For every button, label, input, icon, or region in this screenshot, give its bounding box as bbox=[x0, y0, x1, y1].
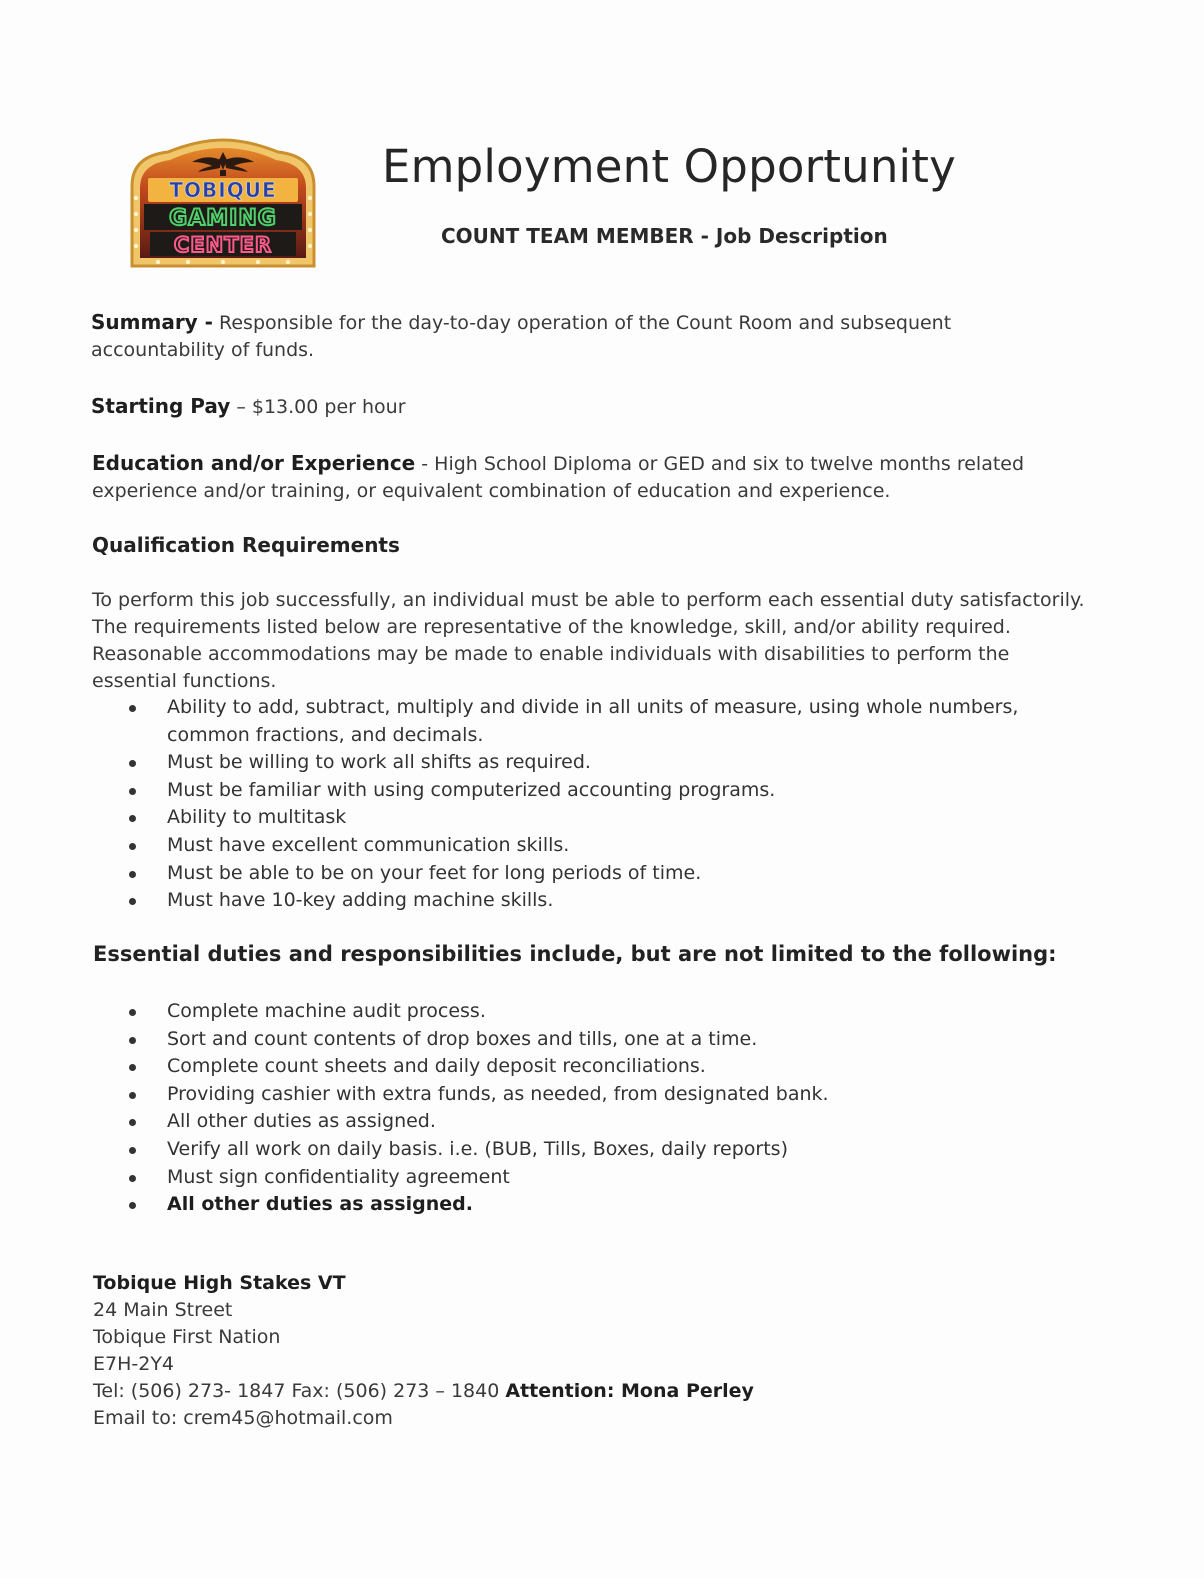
summary-text: Responsible for the day-to-day operation of the Count Room and subsequent accountability of funds. bbox=[91, 312, 952, 361]
bullet-icon bbox=[129, 1147, 136, 1154]
list-item: Complete count sheets and daily deposit reconciliations. bbox=[92, 1053, 1082, 1081]
bullet-icon bbox=[129, 898, 136, 905]
list-item: Ability to multitask bbox=[92, 804, 1082, 832]
svg-text:TOBIQUE: TOBIQUE bbox=[169, 178, 277, 202]
list-item: Providing cashier with extra funds, as needed, from designated bank. bbox=[92, 1081, 1082, 1109]
list-item: Must be able to be on your feet for long periods of time. bbox=[92, 860, 1082, 888]
list-item: Complete machine audit process. bbox=[92, 998, 1082, 1026]
summary-section bbox=[91, 309, 1081, 364]
summary-label: Summary - bbox=[91, 310, 213, 334]
qualification-heading: Qualification Requirements bbox=[92, 533, 400, 557]
list-item: All other duties as assigned. bbox=[92, 1108, 1082, 1136]
bullet-icon bbox=[129, 871, 136, 878]
duties-list bbox=[92, 998, 1082, 1219]
list-item: Must sign confidentiality agreement bbox=[92, 1164, 1082, 1192]
starting-pay-section bbox=[91, 393, 1081, 421]
qualification-intro: To perform this job successfully, an individual must be able to perform each essential duty satisfactorily. The requirements listed below are representative of the knowledge, skill, and/or ability required. Reasonable accommodations may be made to enable individuals with disabilities to perform the essential functions. bbox=[92, 589, 1085, 692]
list-item: Sort and count contents of drop boxes and tills, one at a time. bbox=[92, 1026, 1082, 1054]
list-item: All other duties as assigned. bbox=[92, 1191, 1082, 1219]
bullet-icon bbox=[129, 1175, 136, 1182]
community: Tobique First Nation bbox=[93, 1326, 281, 1348]
bullet-icon bbox=[129, 788, 136, 795]
bullet-icon bbox=[129, 1037, 136, 1044]
education-section bbox=[92, 450, 1082, 505]
gaming-center-logo bbox=[128, 138, 318, 272]
phone-fax: Tel: (506) 273- 1847 Fax: (506) 273 – 1840 bbox=[93, 1380, 506, 1402]
list-item: Must be familiar with using computerized accounting programs. bbox=[92, 777, 1082, 805]
starting-pay-label: Starting Pay bbox=[91, 394, 231, 418]
bullet-icon bbox=[129, 705, 136, 712]
attention-contact: Attention: Mona Perley bbox=[505, 1380, 754, 1402]
bullet-icon bbox=[129, 815, 136, 822]
list-item: Must be willing to work all shifts as required. bbox=[92, 749, 1082, 777]
svg-text:GAMING: GAMING bbox=[169, 206, 277, 231]
phone-fax-line bbox=[93, 1378, 754, 1405]
bullet-icon bbox=[129, 1092, 136, 1099]
bullet-icon bbox=[129, 1119, 136, 1126]
job-subtitle: COUNT TEAM MEMBER - Job Description bbox=[441, 224, 888, 248]
page-title: Employment Opportunity bbox=[382, 140, 956, 193]
list-item: Ability to add, subtract, multiply and divide in all units of measure, using whole numbers, common fractions, and decimals. bbox=[92, 694, 1082, 749]
education-text: - High School Diploma or GED and six to twelve months related experience and/or training, or equivalent combination of education and experience. bbox=[92, 453, 1025, 502]
starting-pay-text: – $13.00 per hour bbox=[230, 396, 406, 418]
education-label: Education and/or Experience bbox=[92, 451, 416, 475]
contact-block bbox=[93, 1270, 754, 1432]
bullet-icon bbox=[129, 760, 136, 767]
bullet-icon bbox=[129, 1064, 136, 1071]
duties-heading: Essential duties and responsibilities include, but are not limited to the following: bbox=[93, 942, 1057, 966]
svg-text:CENTER: CENTER bbox=[173, 233, 273, 257]
list-item: Must have 10-key adding machine skills. bbox=[92, 887, 1082, 915]
street-address: 24 Main Street bbox=[93, 1299, 233, 1321]
bullet-icon bbox=[129, 843, 136, 850]
qualification-list bbox=[92, 694, 1082, 915]
list-item: Verify all work on daily basis. i.e. (BUB, Tills, Boxes, daily reports) bbox=[92, 1136, 1082, 1164]
email-line[interactable]: Email to: crem45@hotmail.com bbox=[93, 1407, 393, 1429]
postal-code: E7H-2Y4 bbox=[93, 1353, 175, 1375]
employer-name: Tobique High Stakes VT bbox=[93, 1272, 346, 1294]
bullet-icon bbox=[129, 1202, 136, 1209]
bullet-icon bbox=[129, 1009, 136, 1016]
list-item: Must have excellent communication skills. bbox=[92, 832, 1082, 860]
